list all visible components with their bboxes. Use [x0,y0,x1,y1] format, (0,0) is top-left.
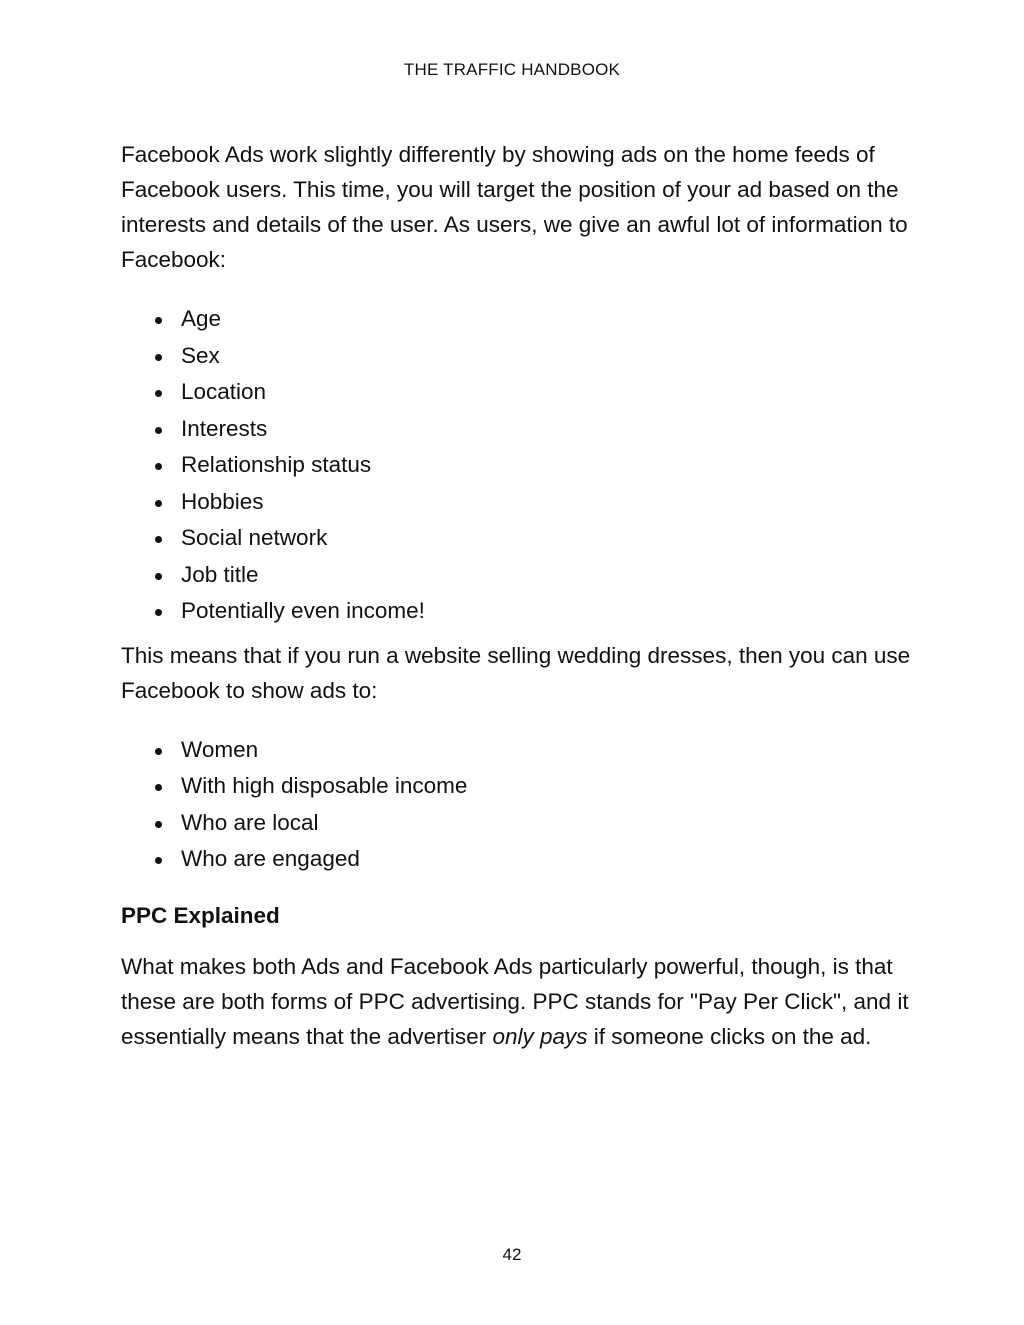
list-item [121,338,911,375]
targeting-details-list [121,301,911,630]
paragraph-text-after: if someone clicks on the ad. [587,1023,872,1049]
list-item-text: Hobbies [181,488,264,514]
page-content [121,137,911,1054]
list-item [121,768,911,805]
bullet-icon [155,354,162,361]
list-item-text: With high disposable income [181,773,468,798]
section-heading-ppc-explained: PPC Explained [121,902,280,928]
bullet-icon [155,536,162,543]
paragraph-wedding-dresses: This means that if you run a website selling wedding dresses, then you can use Facebook to show ads to: [121,642,911,703]
list-item [121,484,911,521]
list-item-text: Potentially even income! [181,598,425,623]
list-item [121,557,911,594]
bullet-icon [155,427,162,434]
bullet-icon [155,748,162,755]
list-item-text: Social network [181,525,328,550]
list-item-text: Women [181,736,259,762]
list-item [121,447,911,484]
running-header: THE TRAFFIC HANDBOOK [403,60,621,79]
bullet-icon [155,609,162,616]
list-item-text: Who are local [181,809,319,835]
list-item-text: Interests [181,415,268,441]
list-item [121,374,911,411]
list-item-text: Location [181,379,267,404]
list-item-text: Sex [181,342,220,368]
audience-list [121,732,911,878]
list-item [121,520,911,557]
list-item [121,841,911,878]
bullet-icon [155,317,162,324]
list-item [121,593,911,630]
paragraph-text-before: What makes both Ads and Facebook Ads particularly powerful, though, is that these are both forms of PPC advertising. PPC stands for "Pay Per Click", and it essentially means that the advertiser [121,953,909,1049]
list-item [121,805,911,842]
bullet-icon [155,857,162,864]
list-item-text: Who are engaged [181,846,360,871]
paragraph-facebook-ads-intro: Facebook Ads work slightly differently by showing ads on the home feeds of Facebook users. This time, you will target the position of your ad based on the interests and details of the user. As users, we give an awful lot of information to Facebook: [121,142,908,272]
bullet-icon [155,821,162,828]
bullet-icon [155,463,162,470]
page-number: 42 [502,1245,522,1264]
list-item-text: Job title [181,561,259,587]
bullet-icon [155,500,162,507]
list-item-text: Age [181,306,222,331]
list-item [121,301,911,338]
bullet-icon [155,390,162,397]
paragraph-emphasis: only pays [492,1023,588,1049]
paragraph-ppc-explanation [121,949,911,1054]
list-item [121,411,911,448]
list-item [121,732,911,769]
bullet-icon [155,573,162,580]
bullet-icon [155,784,162,791]
list-item-text: Relationship status [181,452,372,477]
